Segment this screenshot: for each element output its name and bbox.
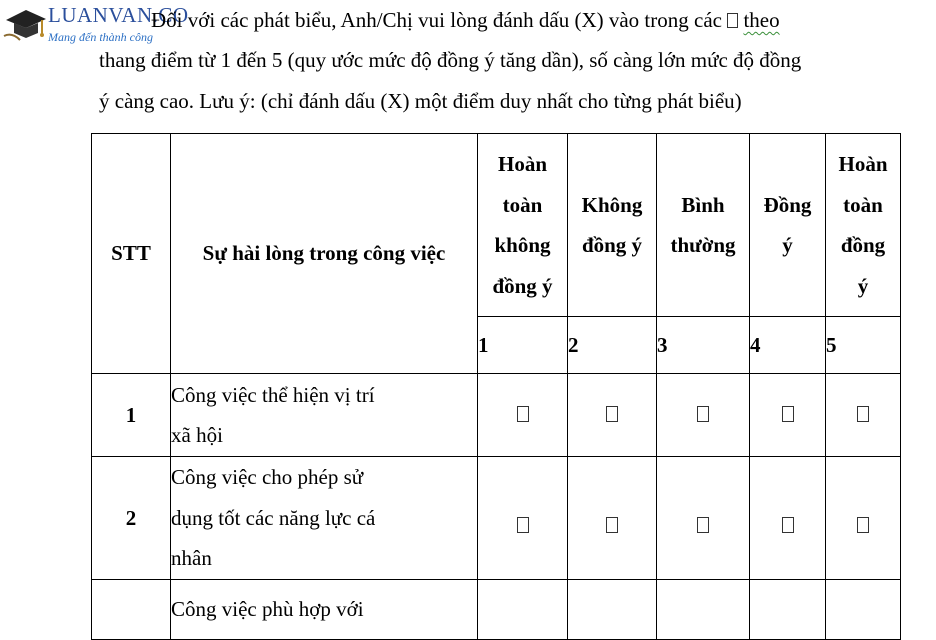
rating-4-cell[interactable] <box>750 374 826 457</box>
checkbox[interactable] <box>697 517 709 533</box>
graduation-cap-icon <box>2 6 48 46</box>
rating-5-cell[interactable] <box>826 374 901 457</box>
row-number: 1 <box>92 374 171 457</box>
checkbox[interactable] <box>857 517 869 533</box>
header-row <box>92 134 901 317</box>
intro-text: Đối với các phát biểu, Anh/Chị vui lòng đánh dấu (X) vào trong các <box>151 8 722 32</box>
rating-4-cell[interactable] <box>750 579 826 639</box>
row-number <box>92 579 171 639</box>
rating-5-cell[interactable] <box>826 579 901 639</box>
rating-2-cell[interactable] <box>568 579 657 639</box>
rating-5-cell[interactable] <box>826 457 901 580</box>
statement-cell: Công việc phù hợp với <box>171 579 478 639</box>
checkbox[interactable] <box>782 517 794 533</box>
statement-cell: Công việc cho phép sử dụng tốt các năng lực cá nhân <box>171 457 478 580</box>
intro-line-3: ý càng cao. Lưu ý: (chỉ đánh dấu (X) một điểm duy nhất cho từng phát biểu) <box>99 89 742 113</box>
logo-name: LUANVAN.CO <box>48 3 189 27</box>
table-row <box>92 374 901 457</box>
statement-cell: Công việc thể hiện vị trí xã hội <box>171 374 478 457</box>
rating-2-cell[interactable] <box>568 457 657 580</box>
statement-header: Sự hài lòng trong công việc <box>171 134 478 374</box>
logo-tagline: Mang đến thành công <box>48 30 153 44</box>
rating-1-cell[interactable] <box>478 374 568 457</box>
scale-header-4: Đồng ý <box>750 134 826 317</box>
table-row <box>92 457 901 580</box>
checkbox[interactable] <box>697 406 709 422</box>
scale-number-2: 2 <box>568 317 657 374</box>
rating-3-cell[interactable] <box>657 374 750 457</box>
checkbox[interactable] <box>517 517 529 533</box>
checkbox[interactable] <box>517 406 529 422</box>
checkbox[interactable] <box>782 406 794 422</box>
scale-number-4: 4 <box>750 317 826 374</box>
scale-header-5: Hoàn toàn đồng ý <box>826 134 901 317</box>
rating-1-cell[interactable] <box>478 579 568 639</box>
table-row <box>92 579 901 639</box>
rating-3-cell[interactable] <box>657 457 750 580</box>
survey-table <box>91 133 901 640</box>
stt-header: STT <box>92 134 171 374</box>
scale-header-3: Bình thường <box>657 134 750 317</box>
rating-2-cell[interactable] <box>568 374 657 457</box>
scale-number-1: 1 <box>478 317 568 374</box>
scale-header-1: Hoàn toàn không đồng ý <box>478 134 568 317</box>
checkbox-symbol-icon <box>727 13 738 28</box>
rating-1-cell[interactable] <box>478 457 568 580</box>
intro-line-2: thang điểm từ 1 đến 5 (quy ước mức độ đồng ý tăng dần), số càng lớn mức độ đồng <box>99 48 802 72</box>
checkbox[interactable] <box>857 406 869 422</box>
rating-3-cell[interactable] <box>657 579 750 639</box>
scale-number-5: 5 <box>826 317 901 374</box>
intro-text: theo <box>743 8 780 32</box>
row-number: 2 <box>92 457 171 580</box>
intro-line-1 <box>151 0 780 40</box>
rating-4-cell[interactable] <box>750 457 826 580</box>
checkbox[interactable] <box>606 406 618 422</box>
scale-number-3: 3 <box>657 317 750 374</box>
checkbox[interactable] <box>606 517 618 533</box>
scale-header-2: Không đồng ý <box>568 134 657 317</box>
